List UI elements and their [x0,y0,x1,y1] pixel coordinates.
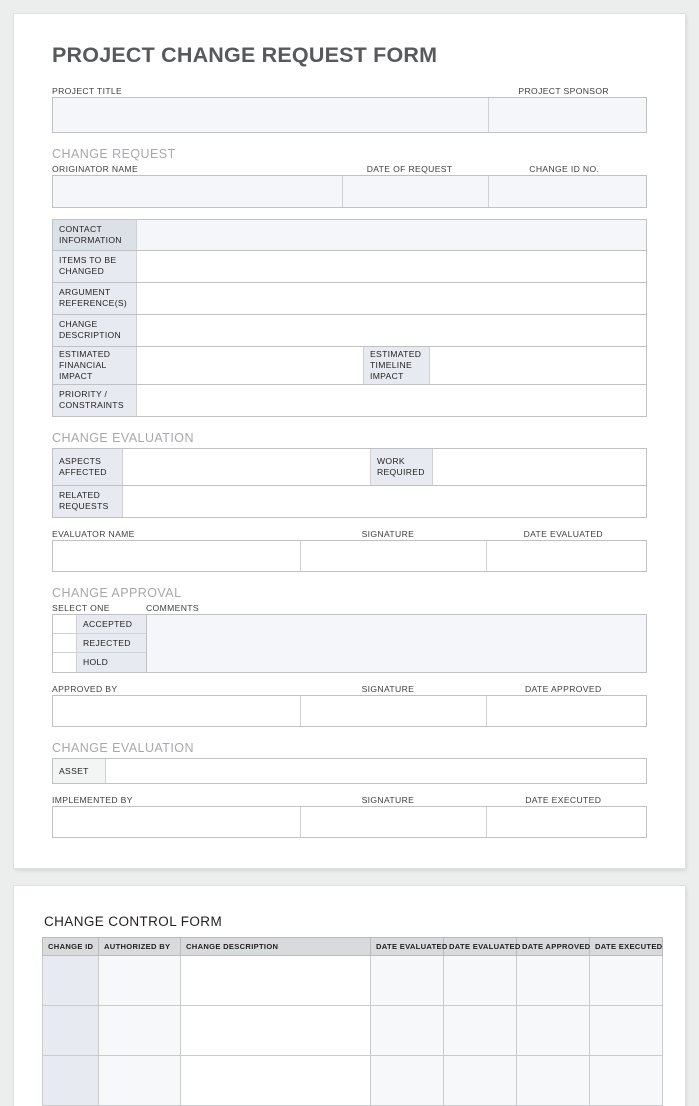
cell-date-executed[interactable] [590,1006,663,1056]
section-change-evaluation-heading: CHANGE EVALUATION [52,430,194,445]
estimated-timeline-impact-input[interactable] [430,347,646,384]
date-executed-input[interactable] [487,807,646,837]
aspects-affected-input[interactable] [123,449,371,485]
cell-authorized-by[interactable] [99,956,181,1006]
change-control-table [42,937,663,1106]
cell-change-id[interactable] [43,956,99,1006]
approval-captions [52,603,647,614]
approval-signature-label: SIGNATURE [361,683,415,694]
table-row [43,1006,663,1056]
work-required-label: WORK REQUIRED [371,449,433,485]
date-of-request-label: DATE OF REQUEST [366,163,453,174]
change-control-form-title: CHANGE CONTROL FORM [44,914,223,930]
argument-references-input[interactable] [137,283,646,314]
column-header-authorized-by: AUTHORIZED BY [99,938,181,956]
items-to-be-changed-input[interactable] [137,251,646,282]
evaluator-name-input[interactable] [53,541,301,571]
date-evaluated-input[interactable] [487,541,646,571]
column-header-change-id: CHANGE ID [43,938,99,956]
cell-change-description[interactable] [181,1006,371,1056]
project-title-label: PROJECT TITLE [52,85,123,96]
implementation-signature-label: SIGNATURE [361,795,415,805]
column-header-date-executed: DATE EXECUTED [590,938,663,956]
cell-date-executed[interactable] [590,956,663,1006]
cell-change-id[interactable] [43,1006,99,1056]
change-description-label: CHANGE DESCRIPTION [53,315,137,346]
related-requests-input[interactable] [123,486,646,517]
evaluator-signature-row [52,540,647,572]
cell-date-evaluated-1[interactable] [371,956,444,1006]
approved-by-row [52,695,647,727]
implemented-by-captions [52,795,647,806]
approval-option-accepted-label: ACCEPTED [77,615,146,633]
cell-authorized-by[interactable] [99,1006,181,1056]
project-sponsor-label: PROJECT SPONSOR [518,85,609,96]
approval-option-hold[interactable] [53,653,146,672]
related-requests-row [52,486,647,518]
work-required-input[interactable] [433,449,646,485]
evaluator-signature-label: SIGNATURE [361,528,415,539]
approval-option-rejected[interactable] [53,634,146,653]
page-1-sheet [14,14,685,868]
cell-date-approved[interactable] [517,1006,590,1056]
evaluator-signature-input[interactable] [301,541,487,571]
approval-options [53,615,147,672]
cell-date-evaluated-2[interactable] [444,956,517,1006]
cell-date-evaluated-2[interactable] [444,1056,517,1106]
evaluator-name-label: EVALUATOR NAME [52,528,135,539]
aspects-affected-row [52,448,647,486]
change-id-input[interactable] [489,176,646,207]
cell-date-evaluated-2[interactable] [444,1006,517,1056]
originator-name-input[interactable] [53,176,343,207]
priority-constraints-label: PRIORITY / CONSTRAINTS [53,385,137,416]
cell-date-approved[interactable] [517,956,590,1006]
page-2-sheet [14,886,685,1106]
column-header-change-description: CHANGE DESCRIPTION [181,938,371,956]
select-one-label: SELECT ONE [52,602,110,613]
checkbox-hold[interactable] [53,653,77,672]
implemented-by-input[interactable] [53,807,301,837]
section-change-implementation-heading: CHANGE EVALUATION [52,741,194,756]
comments-label: COMMENTS [146,602,199,613]
date-of-request-input[interactable] [343,176,489,207]
contact-information-input[interactable] [137,220,646,250]
column-header-date-approved: DATE APPROVED [517,938,590,956]
column-header-date-evaluated-1: DATE EVALUATED [371,938,444,956]
contact-information-row [52,219,647,251]
asset-row [52,758,647,784]
aspects-affected-label: ASPECTS AFFECTED [53,449,123,485]
items-to-be-changed-row [52,251,647,283]
project-title-input[interactable] [53,98,489,132]
project-title-row [52,97,647,133]
approved-by-input[interactable] [53,696,301,726]
estimated-timeline-impact-label: ESTIMATED TIMELINE IMPACT [364,347,430,384]
date-approved-label: DATE APPROVED [525,683,602,694]
checkbox-rejected[interactable] [53,634,77,652]
originator-name-label: ORIGINATOR NAME [52,163,139,174]
cell-authorized-by[interactable] [99,1056,181,1106]
cell-change-description[interactable] [181,1056,371,1106]
table-header-row [43,938,663,956]
date-evaluated-label: DATE EVALUATED [523,528,603,539]
cell-date-evaluated-1[interactable] [371,1006,444,1056]
priority-constraints-row [52,385,647,417]
implemented-by-row [52,806,647,838]
section-change-approval-heading: CHANGE APPROVAL [52,585,182,600]
contact-information-label: CONTACT INFORMATION [53,220,137,250]
originator-captions [52,164,647,175]
table-row [43,956,663,1006]
cell-change-id[interactable] [43,1056,99,1106]
change-id-label: CHANGE ID NO. [529,163,600,174]
originator-row [52,175,647,208]
section-change-request-heading: CHANGE REQUEST [52,146,176,161]
date-approved-input[interactable] [487,696,646,726]
implemented-by-label: IMPLEMENTED BY [52,795,133,805]
items-to-be-changed-label: ITEMS TO BE CHANGED [53,251,137,282]
argument-references-row [52,283,647,315]
cell-date-executed[interactable] [590,1056,663,1106]
column-header-date-evaluated-2: DATE EVALUATED [444,938,517,956]
cell-change-description[interactable] [181,956,371,1006]
project-captions [52,86,647,97]
cell-date-approved[interactable] [517,1056,590,1106]
project-sponsor-input[interactable] [489,98,646,132]
evaluator-captions [52,529,647,540]
approval-comments-input[interactable] [147,615,646,672]
estimated-financial-impact-input[interactable] [137,347,364,384]
table-row [43,1056,663,1106]
asset-label: ASSET [53,759,106,783]
argument-references-label: ARGUMENT REFERENCE(S) [53,283,137,314]
approval-option-accepted[interactable] [53,615,146,634]
cell-date-evaluated-1[interactable] [371,1056,444,1106]
priority-constraints-input[interactable] [137,385,646,416]
page-title: PROJECT CHANGE REQUEST FORM [52,43,438,67]
approved-by-captions [52,684,647,695]
change-approval-block [52,614,647,673]
related-requests-label: RELATED REQUESTS [53,486,123,517]
change-description-row [52,315,647,347]
estimated-financial-impact-label: ESTIMATED FINANCIAL IMPACT [53,347,137,384]
asset-input[interactable] [106,759,646,783]
approval-option-hold-label: HOLD [77,653,146,672]
estimated-impact-row [52,347,647,385]
approved-by-label: APPROVED BY [52,683,118,694]
implementation-signature-input[interactable] [301,807,487,837]
date-executed-label: DATE EXECUTED [525,795,602,805]
approval-signature-input[interactable] [301,696,487,726]
change-description-input[interactable] [137,315,646,346]
checkbox-accepted[interactable] [53,615,77,633]
approval-option-rejected-label: REJECTED [77,634,146,652]
